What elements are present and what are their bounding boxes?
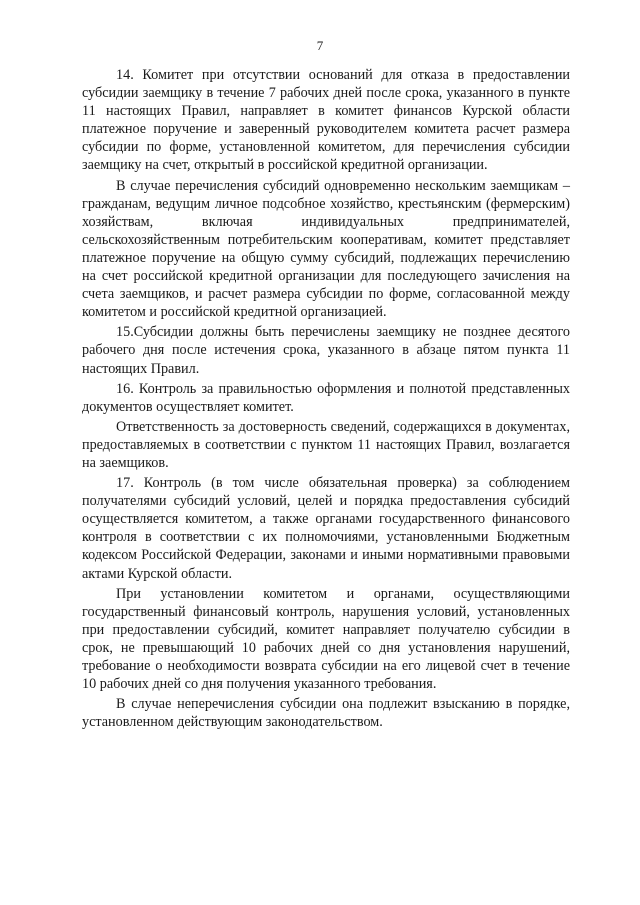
paragraph-recovery: В случае неперечисления субсидии она подлежит взысканию в порядке, установленном действующим законодательством. [82, 696, 570, 731]
paragraph-responsibility: Ответственность за достоверность сведений, содержащихся в документах, предоставляемых в соответствии с пунктом 11 настоящих Правил, возлагается на заемщиков. [82, 418, 570, 471]
paragraph-multiple-borrowers: В случае перечисления субсидий одновременно нескольким заемщикам – гражданам, ведущим личное подсобное хозяйство, крестьянским (фермерским) хозяйствам, включая индивидуальных предпринимателей, сельскохозяйственным потребительским кооперативам, комитет представляет платежное поручение на общую сумму субсидий, подлежащих перечислению на счет российской кредитной организации для последующего зачисления на счета заемщиков, и расчет размера субсидии по форме, согласованной между комитетом и российской кредитной организацией. [82, 177, 570, 321]
paragraph-item-15: 15.Субсидии должны быть перечислены заемщику не позднее десятого рабочего дня после истечения срока, указанного в абзаце пятом пункта 11 настоящих Правил. [82, 324, 570, 377]
page-number: 7 [316, 38, 324, 53]
paragraph-violations: При установлении комитетом и органами, осуществляющими государственный финансовый контроль, нарушения условий, установленных при предоставлении субсидий, комитет направляет получателю субсидии в срок, не превышающий 10 рабочих дней со дня установления нарушений, требование о необходимости возврата субсидии на его лицевой счет в течение 10 рабочих дней со дня получения указанного требования. [82, 585, 570, 693]
paragraph-item-17: 17. Контроль (в том числе обязательная проверка) за соблюдением получателями субсидий условий, целей и порядка предоставления субсидий осуществляется комитетом, а также органами государственного финансового контроля в соответствии с их полномочиями, установленными Бюджетным кодексом Российской Федерации, законами и иными нормативными правовыми актами Курской области. [82, 475, 570, 582]
document-body [82, 66, 570, 733]
paragraph-item-16: 16. Контроль за правильностью оформления и полнотой представленных документов осуществляет комитет. [82, 380, 570, 415]
paragraph-item-14: 14. Комитет при отсутствии оснований для отказа в предоставлении субсидии заемщику в течение 7 рабочих дней после срока, указанного в пункте 11 настоящих Правил, направляет в комитет финансов Курской области платежное поручение и заверенный руководителем комитета расчет размера субсидии по форме, установленной комитетом, для перечисления субсидии заемщику на счет, открытый в российской кредитной организации. [82, 67, 570, 174]
